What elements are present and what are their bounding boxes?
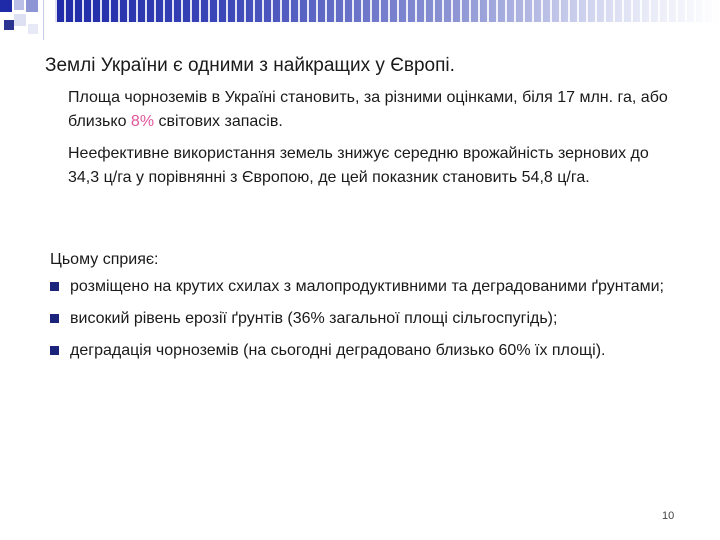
page-number: 10 [662,510,675,522]
list-item-text: розміщено на крутих схилах з малопродуктивними та деградованими ґрунтами; [70,278,664,295]
highlight-percentage: 8% [130,113,155,130]
causes-lead: Цьому сприяє: [50,251,159,268]
paragraph-soil-area-text: Площа чорноземів в Україні становить, за різними оцінками, біля 17 млн. га, або близько [68,89,668,130]
paragraph-soil-area-end: світових запасів. [154,113,283,130]
decor-square-navy [4,20,14,30]
paragraph-yield: Неефективне використання земель знижує середню врожайність зернових до 34,3 ц/га у порівнянні з Європою, де цей показник становить 54,8 ц/га. [68,145,649,186]
list-item [50,308,690,330]
decor-vertical-line [43,0,44,40]
decor-square-pale [14,14,26,26]
paragraph-soil-area [68,86,678,134]
list-item-text: високий рівень ерозії ґрунтів (36% загальної площі сільгоспугідь); [70,310,558,327]
decor-square-light [14,0,24,10]
list-item [50,340,690,362]
square-bullet-icon [50,314,59,323]
decor-gradient-bar [55,0,720,22]
list-item [50,276,690,298]
decor-square-mid [26,0,38,12]
header-decoration [0,0,720,40]
decor-square-pale-2 [28,24,38,34]
square-bullet-icon [50,346,59,355]
list-item-text: деградація чорноземів (на сьогодні деградовано близько 60% їх площі). [70,342,606,359]
decor-square-dark [0,0,12,12]
slide-title: Землі України є одними з найкращих у Європі. [45,55,455,76]
causes-list [50,276,690,372]
square-bullet-icon [50,282,59,291]
